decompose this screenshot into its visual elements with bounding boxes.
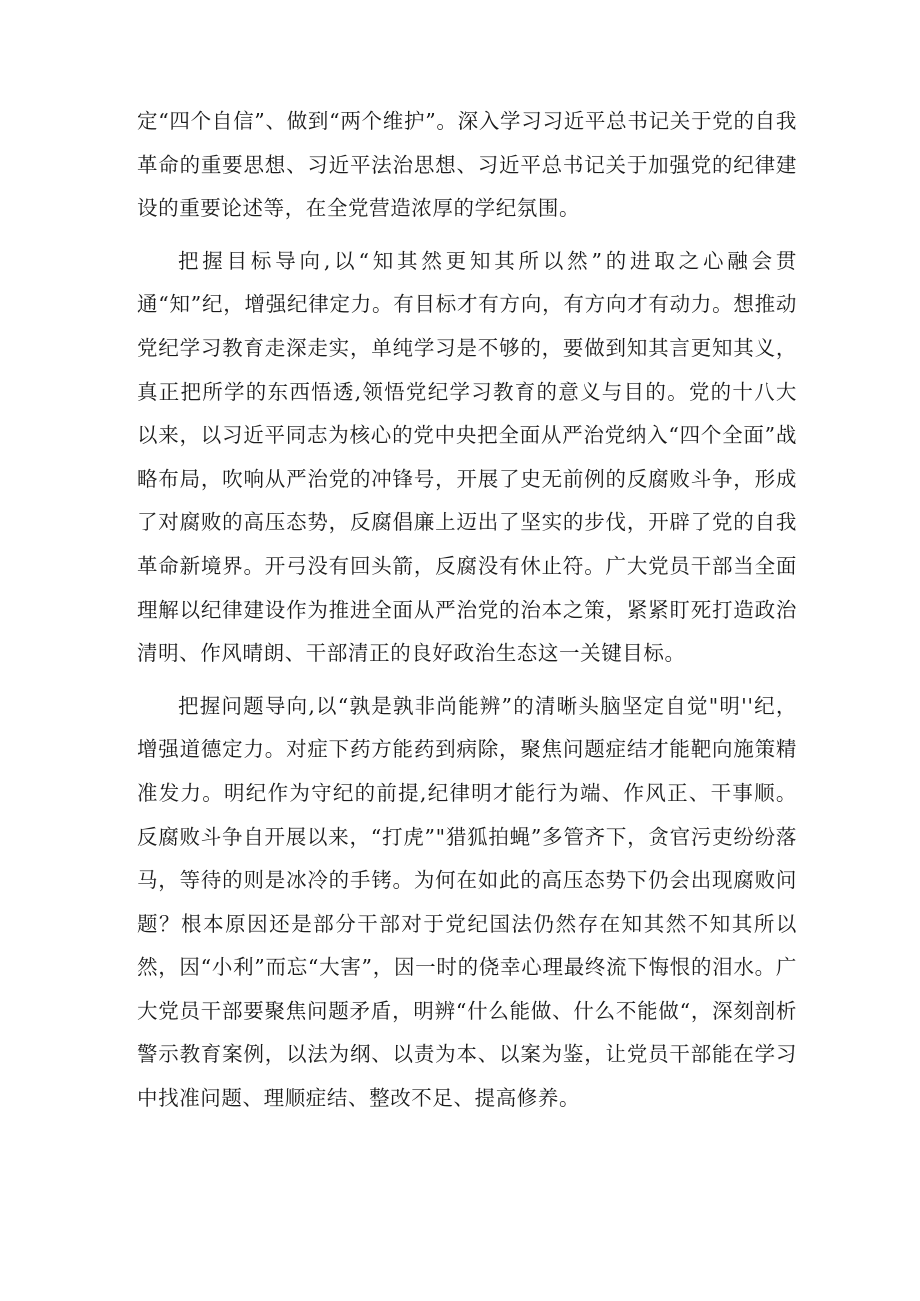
paragraph-continued: 定“四个自信”、做到“两个维护”。深入学习习近平总书记关于党的自我革命的重要思想、习近平法治思想、习近平总书记关于加强党的纪律建设的重要论述等，在全党营造浓厚的学纪氛围。 [137,109,797,221]
paragraph-goal-orientation: 把握目标导向,以“知其然更知其所以然”的进取之心融会贯通“知”纪，增强纪律定力。有目标才有方向，有方向才有动力。想推动党纪学习教育走深走实，单纯学习是不够的，要做到知其言更知其义，真正把所学的东西悟透,领悟党纪学习教育的意义与目的。党的十八大以来，以习近平同志为核心的党中央把全面从严治党纳入“四个全面”战略布局，吹响从严治党的冲锋号，开展了史无前例的反腐败斗争，形成了对腐败的高压态势，反腐倡廉上迈出了坚实的步伐，开辟了党的自我革命新境界。开弓没有回头箭，反腐没有休止符。广大党员干部当全面理解以纪律建设作为推进全面从严治党的治本之策，紧紧盯死打造政治清明、作风晴朗、干部清正的良好政治生态这一关键目标。 [137,248,797,666]
document-body [137,100,797,1130]
paragraph-problem-orientation: 把握问题导向,以“孰是孰非尚能辨”的清晰头脑坚定自觉"明''纪，增强道德定力。对症下药方能药到病除，聚焦问题症结才能靶向施策精准发力。明纪作为守纪的前提,纪律明才能行为端、作风正、干事顺。反腐败斗争自开展以来，“打虎”"猎狐拍蝇”多管齐下，贪官污吏纷纷落马，等待的则是冰冷的手铐。为何在如此的高压态势下仍会出现腐败问题？根本原因还是部分干部对于党纪国法仍然存在知其然不知其所以然，因“小利”而忘“大害”，因一时的侥幸心理最终流下悔恨的泪水。广大党员干部要聚焦问题矛盾，明辨“什么能做、什么不能做“，深刻剖析警示教育案例，以法为纲、以责为本、以案为鉴，让党员干部能在学习中找准问题、理顺症结、整改不足、提高修养。 [137,693,797,1111]
